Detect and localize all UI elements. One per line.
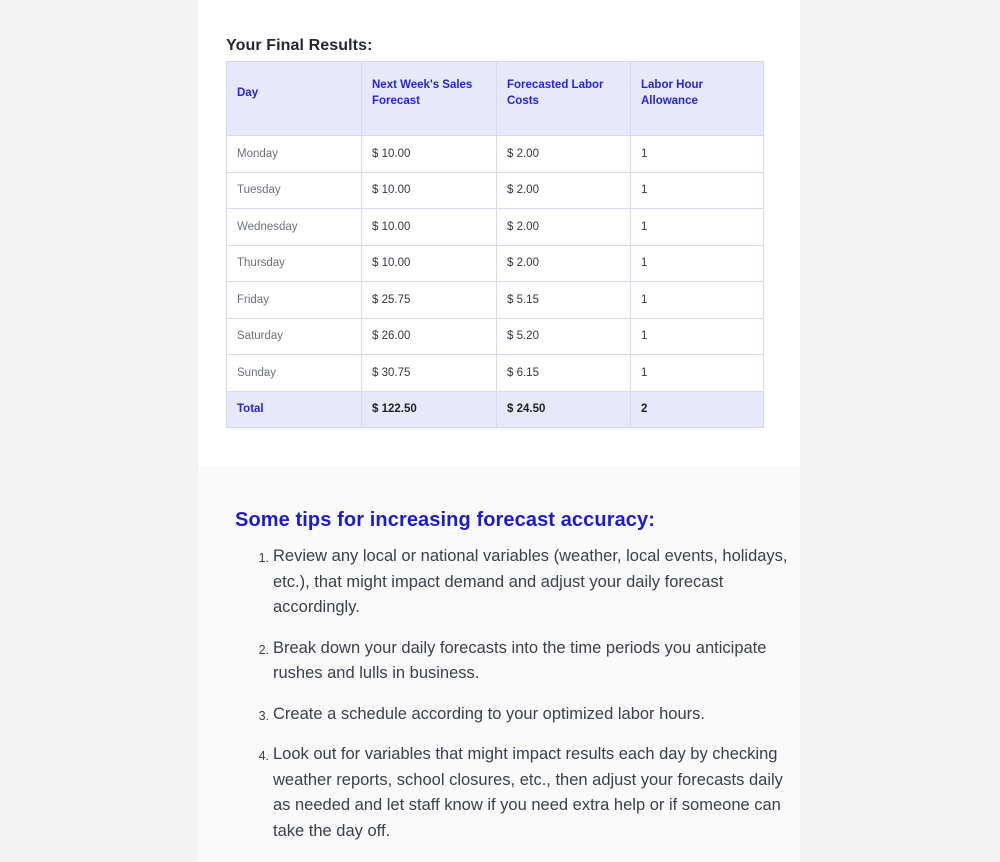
- table-body: [227, 136, 764, 428]
- cell-labor-hours: 1: [631, 355, 764, 392]
- cell-labor-costs: $ 2.00: [497, 245, 631, 282]
- cell-labor-hours: 1: [631, 318, 764, 355]
- column-header-sales-forecast: [362, 62, 497, 136]
- cell-total-labor-hours: 2: [631, 391, 764, 428]
- list-item: Look out for variables that might impact results each day by checking weather reports, school closures, etc., then adjust your forecasts daily as needed and let staff know if you need extra help or if someone can take the day off.: [273, 745, 783, 840]
- table-row: [227, 245, 764, 282]
- cell-total-labor-costs: $ 24.50: [497, 391, 631, 428]
- cell-sales-forecast: $ 10.00: [362, 136, 497, 173]
- table-row: [227, 355, 764, 392]
- cell-day: Tuesday: [227, 172, 362, 209]
- list-item: Review any local or national variables (weather, local events, holidays, etc.), that might impact demand and adjust your daily forecast accordingly.: [273, 547, 788, 616]
- column-header-labor-costs: [497, 62, 631, 136]
- column-header-day-label: Day: [237, 86, 259, 99]
- cell-labor-costs: $ 5.15: [497, 282, 631, 319]
- cell-sales-forecast: $ 10.00: [362, 245, 497, 282]
- table-row: [227, 136, 764, 173]
- column-header-sales-forecast-label: Next Week's Sales Forecast: [372, 78, 473, 107]
- final-results-card: [198, 0, 800, 466]
- cell-labor-hours: 1: [631, 172, 764, 209]
- cell-labor-costs: $ 5.20: [497, 318, 631, 355]
- list-item: Break down your daily forecasts into the time periods you anticipate rushes and lulls in business.: [273, 638, 767, 682]
- column-header-day: [227, 62, 362, 136]
- cell-labor-hours: 1: [631, 136, 764, 173]
- column-header-labor-hours: [631, 62, 764, 136]
- cell-labor-costs: $ 6.15: [497, 355, 631, 392]
- cell-day: Sunday: [227, 355, 362, 392]
- table-header: [227, 62, 764, 136]
- cell-day: Wednesday: [227, 209, 362, 246]
- cell-labor-costs: $ 2.00: [497, 172, 631, 209]
- tips-list: [235, 544, 803, 859]
- cell-sales-forecast: $ 25.75: [362, 282, 497, 319]
- cell-labor-hours: 1: [631, 245, 764, 282]
- final-results-table: [226, 61, 764, 428]
- table-row: [227, 209, 764, 246]
- cell-labor-costs: $ 2.00: [497, 209, 631, 246]
- list-item: Create a schedule according to your optimized labor hours.: [273, 704, 705, 723]
- cell-sales-forecast: $ 30.75: [362, 355, 497, 392]
- cell-day: Saturday: [227, 318, 362, 355]
- cell-labor-hours: 1: [631, 209, 764, 246]
- page-title: Your Final Results:: [226, 37, 373, 55]
- table-row: [227, 172, 764, 209]
- table-total-row: [227, 391, 764, 428]
- tips-card: [198, 466, 800, 862]
- column-header-labor-hours-label: Labor Hour Allowance: [641, 78, 703, 107]
- cell-day: Monday: [227, 136, 362, 173]
- cell-total-label: Total: [227, 391, 362, 428]
- cell-total-sales-forecast: $ 122.50: [362, 391, 497, 428]
- cell-sales-forecast: $ 26.00: [362, 318, 497, 355]
- tips-heading: Some tips for increasing forecast accuracy:: [235, 508, 656, 531]
- table-row: [227, 318, 764, 355]
- cell-labor-costs: $ 2.00: [497, 136, 631, 173]
- cell-day: Friday: [227, 282, 362, 319]
- table-row: [227, 282, 764, 319]
- column-header-labor-costs-label: Forecasted Labor Costs: [507, 78, 604, 107]
- cell-day: Thursday: [227, 245, 362, 282]
- table-header-row: [227, 62, 764, 136]
- cell-labor-hours: 1: [631, 282, 764, 319]
- cell-sales-forecast: $ 10.00: [362, 209, 497, 246]
- cell-sales-forecast: $ 10.00: [362, 172, 497, 209]
